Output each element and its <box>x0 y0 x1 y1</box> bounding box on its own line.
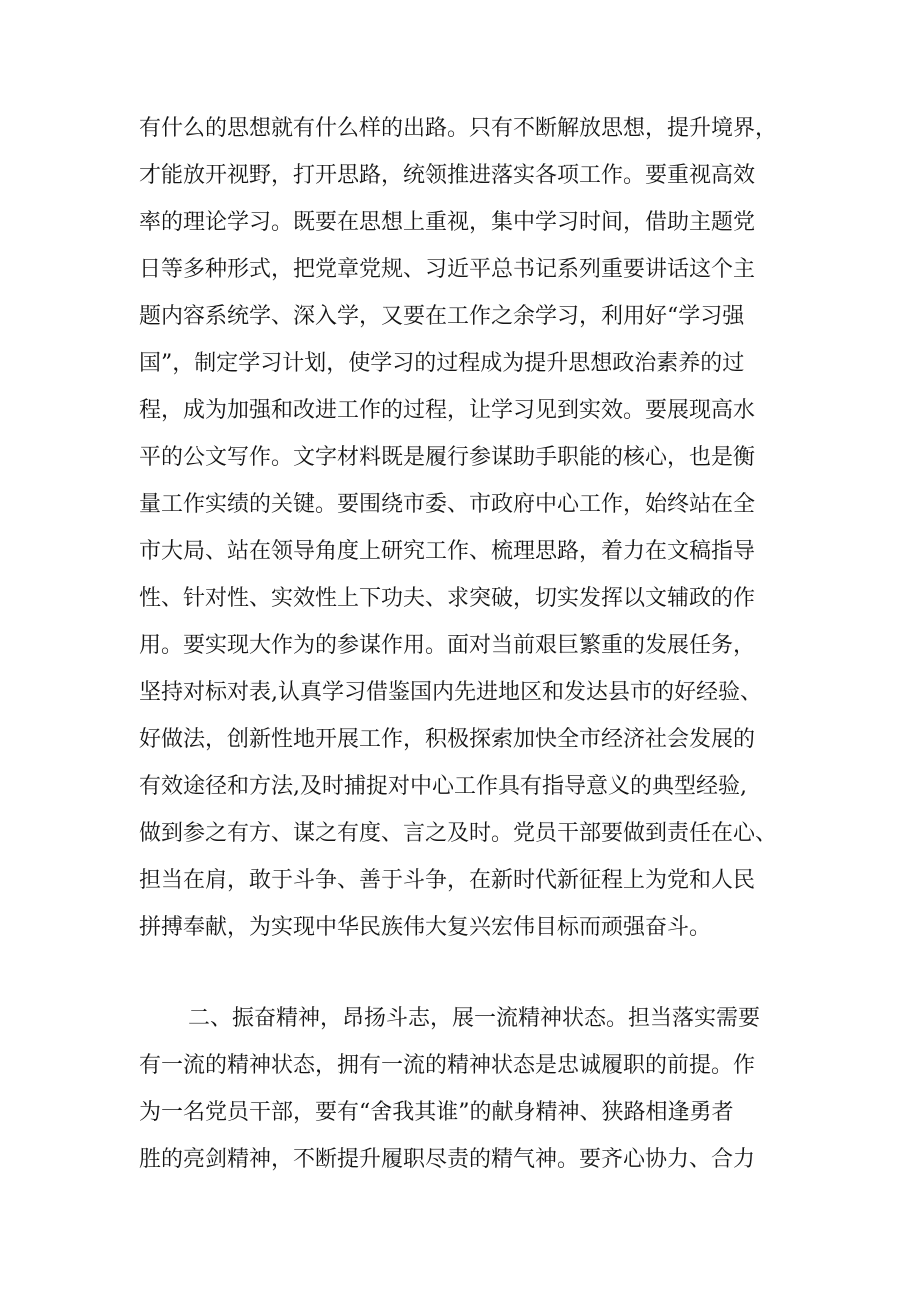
text-line: 有一流的精神状态，拥有一流的精神状态是忠诚履职的前提。作 <box>139 1053 756 1078</box>
text-line: 市大局、站在领导角度上研究工作、梳理思路，着力在文稿指导 <box>139 539 756 564</box>
text-line: 有什么的思想就有什么样的出路。只有不断解放思想，提升境界， <box>139 116 778 141</box>
text-line: 好做法，创新性地开展工作，积极探索加快全市经济社会发展的 <box>139 727 756 752</box>
text-line: 题内容系统学、深入学，又要在工作之余学习，利用好“学习强 <box>139 304 745 329</box>
text-line: 做到参之有方、谋之有度、言之及时。党员干部要做到责任在心、 <box>139 821 778 846</box>
text-line: 性、针对性、实效性上下功夫、求突破，切实发挥以文辅政的作 <box>139 586 756 611</box>
text-line: 胜的亮剑精神，不断提升履职尽责的精气神。要齐心协力、合力 <box>139 1147 756 1172</box>
text-line: 才能放开视野，打开思路，统领推进落实各项工作。要重视高效 <box>139 163 756 188</box>
text-line: 国”，制定学习计划，使学习的过程成为提升思想政治素养的过 <box>139 351 745 376</box>
section-heading-line: 二、振奋精神，昂扬斗志，展一流精神状态。担当落实需要 <box>188 1006 761 1031</box>
text-line: 程，成为加强和改进工作的过程，让学习见到实效。要展现高水 <box>139 398 756 423</box>
text-line: 率的理论学习。既要在思想上重视，集中学习时间，借助主题党 <box>139 210 756 235</box>
text-line: 拼搏奉献，为实现中华民族伟大复兴宏伟目标而顽强奋斗。 <box>139 915 712 940</box>
text-line: 坚持对标对表,认真学习借鉴国内先进地区和发达县市的好经验、 <box>139 680 762 705</box>
text-line: 平的公文写作。文字材料既是履行参谋助手职能的核心，也是衡 <box>139 445 756 470</box>
text-line: 用。要实现大作为的参谋作用。面对当前艰巨繁重的发展任务， <box>139 633 756 658</box>
text-line: 为一名党员干部，要有“舍我其谁”的献身精神、狭路相逢勇者 <box>139 1100 734 1125</box>
text-line: 日等多种形式，把党章党规、习近平总书记系列重要讲话这个主 <box>139 257 756 282</box>
text-line: 量工作实绩的关键。要围绕市委、市政府中心工作，始终站在全 <box>139 492 756 517</box>
text-line: 有效途径和方法,及时捕捉对中心工作具有指导意义的典型经验, <box>139 774 747 799</box>
text-line: 担当在肩，敢于斗争、善于斗争，在新时代新征程上为党和人民 <box>139 868 756 893</box>
